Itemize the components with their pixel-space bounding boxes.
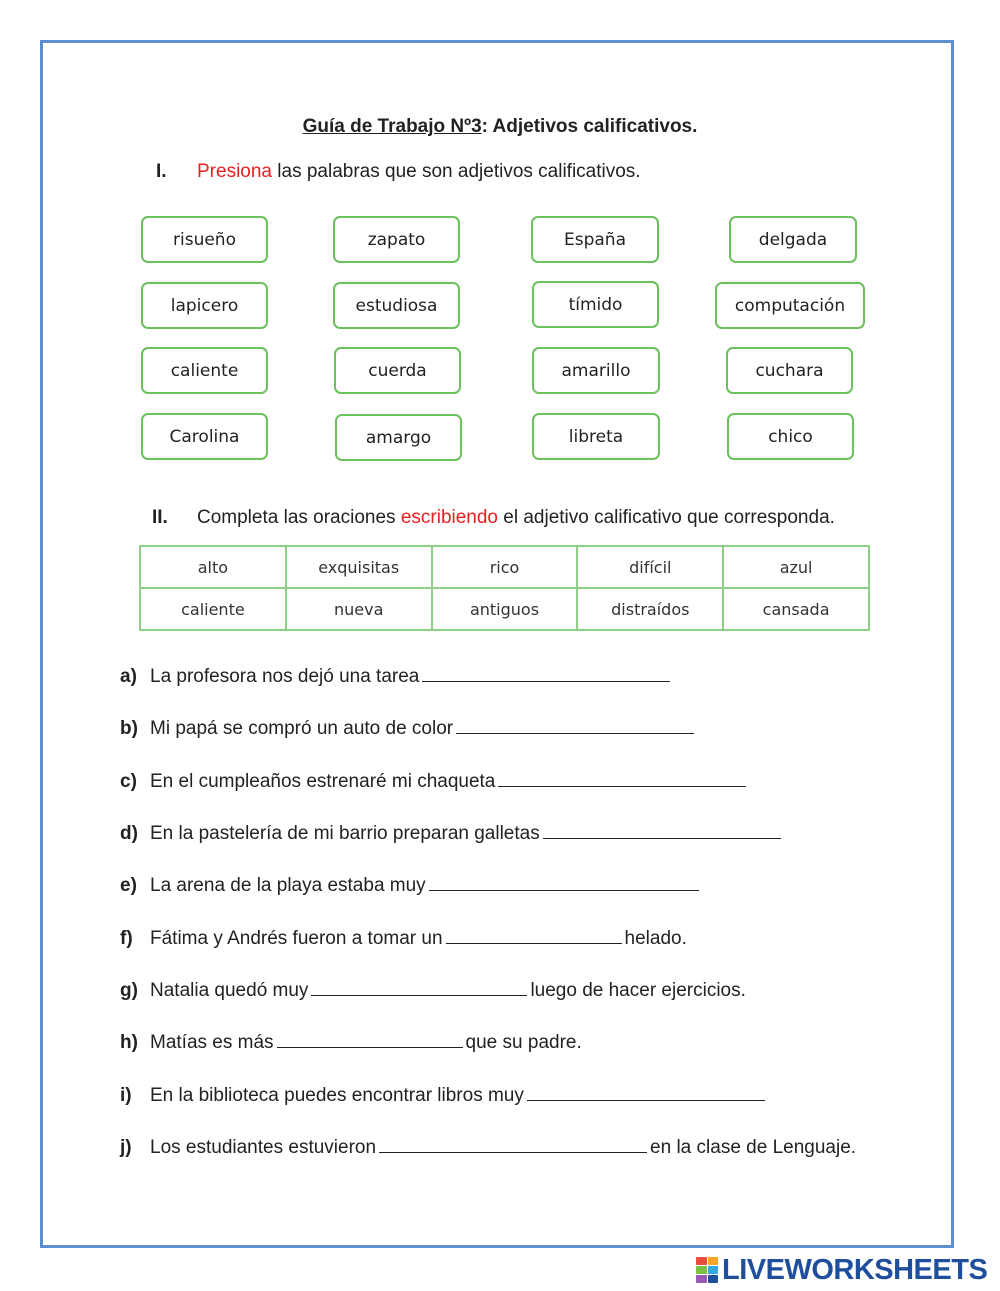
word-button[interactable]: delgada: [729, 216, 857, 263]
answer-blank[interactable]: [311, 977, 527, 996]
answer-blank[interactable]: [527, 1082, 765, 1101]
sentence-f: [120, 925, 687, 953]
word-button[interactable]: caliente: [141, 347, 268, 394]
table-row: [140, 546, 869, 588]
sentence-letter: a): [120, 666, 137, 687]
table-row: [140, 588, 869, 630]
sentence-text-after: luego de hacer ejercicios.: [530, 980, 746, 1001]
word-button[interactable]: risueño: [141, 216, 268, 263]
sentence-text: En la pastelería de mi barrio preparan galletas: [150, 823, 540, 844]
word-bank-cell: antiguos: [432, 588, 578, 630]
answer-blank[interactable]: [379, 1134, 647, 1153]
instruction-1-highlight: Presiona: [197, 161, 272, 182]
sentence-text: En la biblioteca puedes encontrar libros muy: [150, 1085, 524, 1106]
word-bank-cell: caliente: [140, 588, 286, 630]
word-bank-cell: difícil: [577, 546, 723, 588]
word-bank-table: [139, 545, 870, 631]
instruction-2-before: Completa las oraciones: [197, 507, 401, 528]
sentence-text: Natalia quedó muy: [150, 980, 309, 1001]
word-button[interactable]: computación: [715, 282, 865, 329]
word-button[interactable]: chico: [727, 413, 854, 460]
sentence-text: La arena de la playa estaba muy: [150, 875, 426, 896]
sentence-text: Los estudiantes estuvieron: [150, 1137, 377, 1158]
sentence-letter: e): [120, 875, 137, 896]
word-bank-cell: exquisitas: [286, 546, 432, 588]
instruction-2-text: [197, 507, 835, 529]
sentence-text: En el cumpleaños estrenaré mi chaqueta: [150, 771, 496, 792]
instruction-1-rest: las palabras que son adjetivos calificativos.: [272, 161, 641, 182]
sentence-text: Fátima y Andrés fueron a tomar un: [150, 928, 443, 949]
sentence-e: [120, 872, 702, 900]
sentence-letter: b): [120, 718, 138, 739]
word-bank-cell: cansada: [723, 588, 869, 630]
word-button[interactable]: cuerda: [334, 347, 461, 394]
word-button[interactable]: Carolina: [141, 413, 268, 460]
sentence-text: Matías es más: [150, 1032, 274, 1053]
word-button[interactable]: cuchara: [726, 347, 853, 394]
sentence-d: [120, 820, 784, 848]
word-button[interactable]: amarillo: [532, 347, 660, 394]
word-button[interactable]: España: [531, 216, 659, 263]
title-main: Guía de Trabajo Nº3: [302, 116, 482, 137]
logo-text: LIVEWORKSHEETS: [722, 1253, 988, 1286]
sentence-i: [120, 1082, 768, 1110]
answer-blank[interactable]: [498, 768, 746, 787]
liveworksheets-logo[interactable]: [696, 1255, 987, 1285]
word-bank-cell: alto: [140, 546, 286, 588]
word-button[interactable]: lapicero: [141, 282, 268, 329]
word-bank-cell: distraídos: [577, 588, 723, 630]
sentence-letter: f): [120, 928, 133, 949]
word-button[interactable]: libreta: [532, 413, 660, 460]
instruction-2-highlight: escribiendo: [400, 507, 498, 528]
word-button[interactable]: zapato: [333, 216, 460, 263]
sentence-h: [120, 1029, 582, 1057]
sentence-letter: h): [120, 1032, 138, 1053]
sentence-text-after: helado.: [624, 928, 687, 949]
answer-blank[interactable]: [277, 1029, 463, 1048]
sentence-a: [120, 663, 673, 691]
sentence-text-after: en la clase de Lenguaje.: [650, 1137, 857, 1158]
sentence-j: [120, 1134, 856, 1162]
instruction-2-number: II.: [152, 507, 168, 528]
sentence-text: La profesora nos dejó una tarea: [150, 666, 420, 687]
sentence-letter: g): [120, 980, 138, 1001]
answer-blank[interactable]: [446, 925, 622, 944]
instruction-1-text: [197, 161, 641, 183]
word-button[interactable]: tímido: [532, 281, 659, 328]
sentence-b: [120, 715, 697, 743]
answer-blank[interactable]: [543, 820, 781, 839]
sentence-letter: c): [120, 771, 137, 792]
sentence-c: [120, 768, 749, 796]
sentence-letter: d): [120, 823, 138, 844]
answer-blank[interactable]: [429, 872, 699, 891]
logo-icon: [696, 1257, 718, 1283]
word-bank-cell: nueva: [286, 588, 432, 630]
word-button[interactable]: estudiosa: [333, 282, 460, 329]
sentence-text-after: que su padre.: [465, 1032, 582, 1053]
answer-blank[interactable]: [456, 715, 694, 734]
sentence-g: [120, 977, 746, 1005]
word-bank-cell: rico: [432, 546, 578, 588]
title-subtitle: : Adjetivos calificativos.: [481, 116, 698, 137]
word-bank-cell: azul: [723, 546, 869, 588]
instruction-2-after: el adjetivo calificativo que corresponda.: [498, 507, 835, 528]
word-button[interactable]: amargo: [335, 414, 462, 461]
page-title: [0, 116, 1000, 138]
answer-blank[interactable]: [422, 663, 670, 682]
sentence-letter: i): [120, 1085, 132, 1106]
instruction-1-number: I.: [156, 161, 167, 182]
sentence-text: Mi papá se compró un auto de color: [150, 718, 454, 739]
sentence-letter: j): [120, 1137, 132, 1158]
